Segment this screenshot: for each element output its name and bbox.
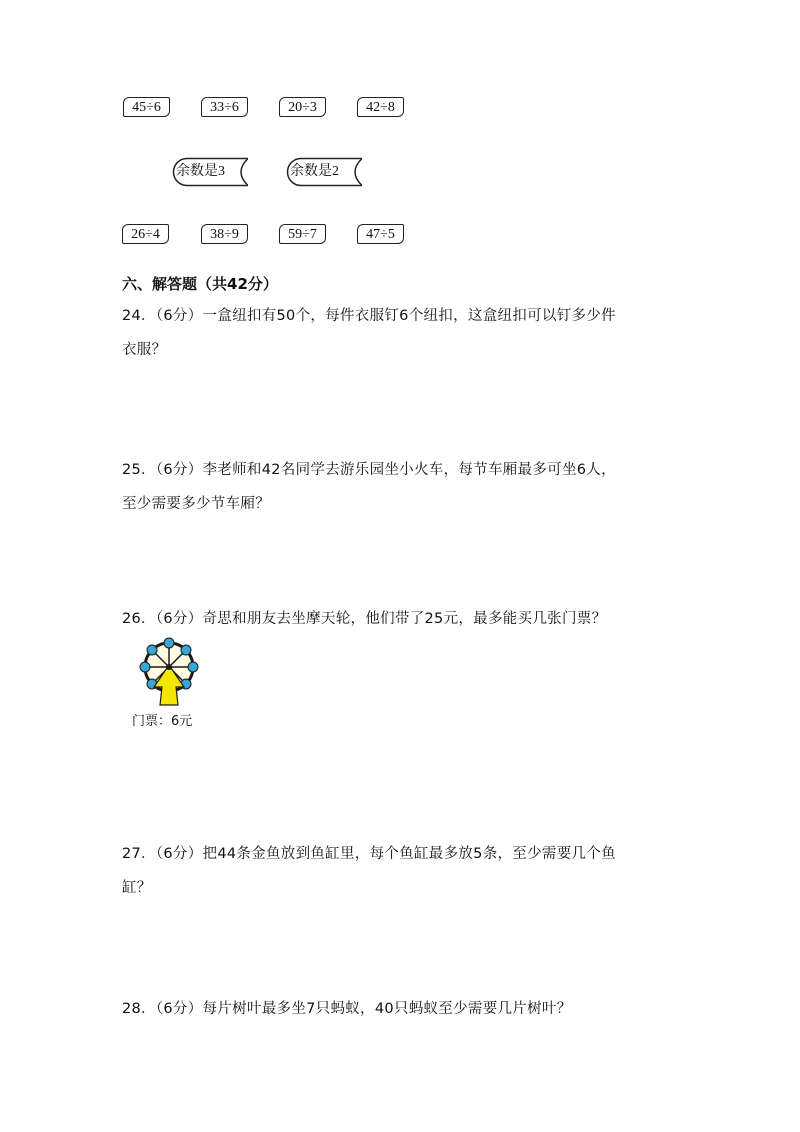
question-25-line2: 至少需要多少节车厢？ [122, 496, 270, 512]
division-tag-1: 45÷6 [123, 97, 170, 117]
division-tag-8: 47÷5 [357, 224, 404, 244]
question-28-line1: 28．（6分）每片树叶最多坐7只蚂蚁，40只蚂蚁至少需要几片树叶？ [122, 1001, 572, 1017]
question-27-line1: 27．（6分）把44条金鱼放到鱼缸里，每个鱼缸最多放5条，至少需要几个鱼 [122, 846, 616, 862]
question-24-line1: 24．（6分）一盒纽扣有50个，每件衣服钉6个纽扣，这盒纽扣可以钉多少件 [122, 308, 616, 324]
remainder-label-1-text: 余数是3 [176, 164, 225, 179]
division-tag-7: 59÷7 [279, 224, 326, 244]
question-24-line2: 衣服？ [122, 342, 167, 358]
ferris-wheel-icon [136, 635, 202, 707]
ticket-price-label: 门票：6元 [132, 714, 193, 729]
question-26-line1: 26．（6分）奇思和朋友去坐摩天轮，他们带了25元，最多能买几张门票？ [122, 611, 607, 627]
section-title: 六、解答题（共42分） [122, 275, 278, 293]
remainder-label-1 [172, 157, 246, 187]
question-27-line2: 缸？ [122, 880, 152, 896]
question-24 [122, 299, 682, 367]
remainder-label-2-text: 余数是2 [290, 164, 339, 179]
question-25 [122, 453, 682, 521]
division-tag-3: 20÷3 [279, 97, 326, 117]
question-25-line1: 25．（6分）李老师和42名同学去游乐园坐小火车，每节车厢最多可坐6人， [122, 462, 616, 478]
question-26 [122, 602, 682, 636]
question-27 [122, 837, 682, 905]
question-28 [122, 992, 682, 1026]
division-tag-6: 38÷9 [201, 224, 248, 244]
division-tag-4: 42÷8 [357, 97, 404, 117]
division-tag-5: 26÷4 [122, 224, 169, 244]
division-tag-2: 33÷6 [201, 97, 248, 117]
remainder-label-2 [286, 157, 360, 187]
